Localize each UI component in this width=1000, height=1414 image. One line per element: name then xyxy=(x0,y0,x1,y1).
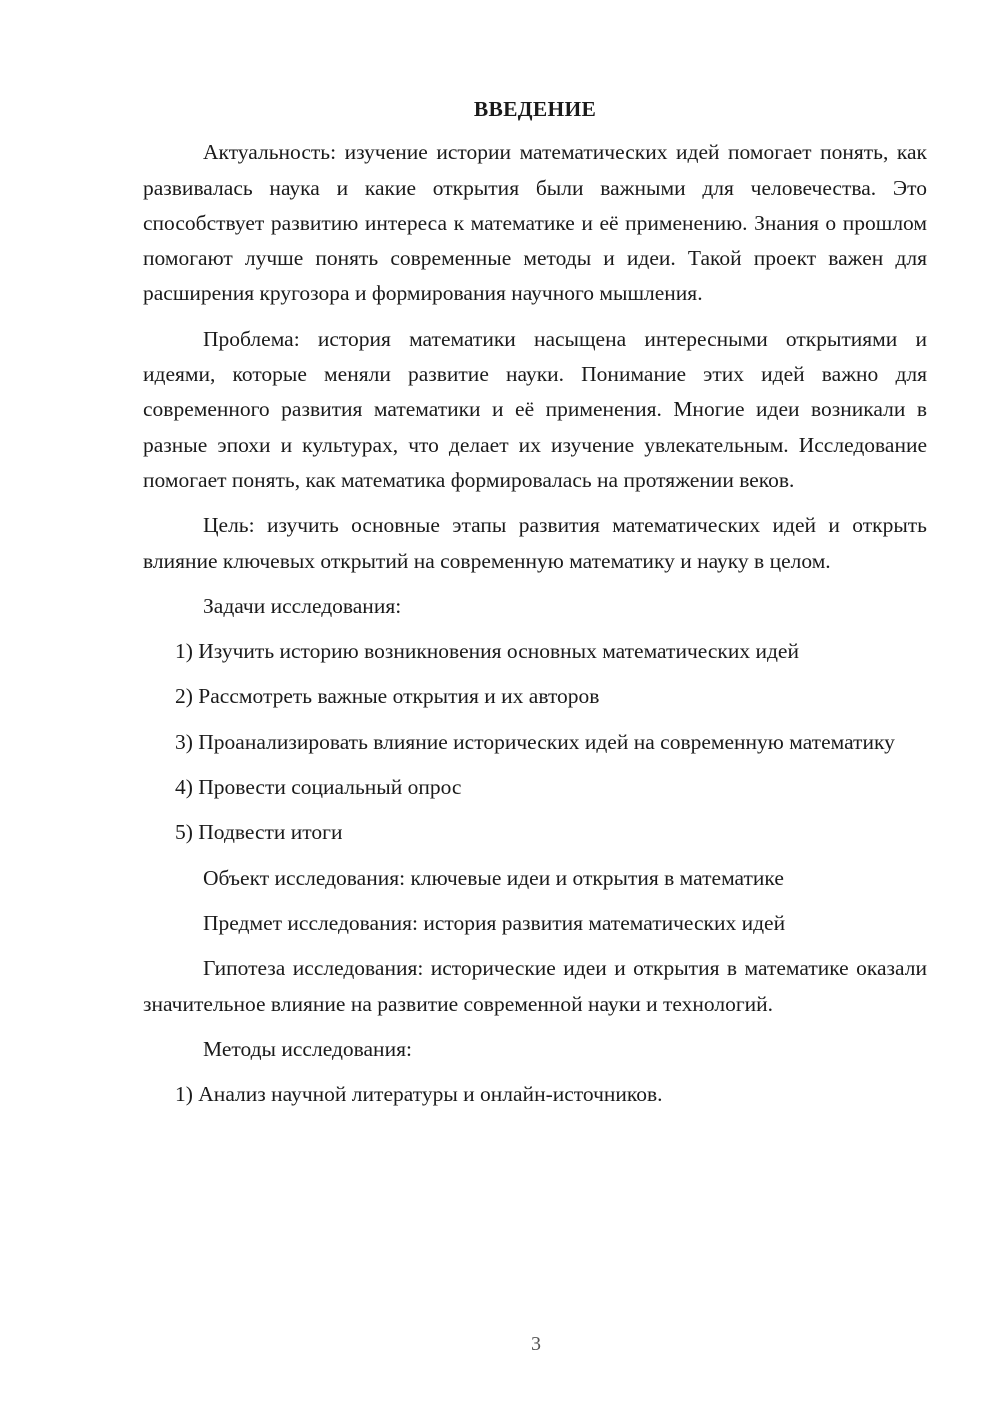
task-item: 3) Проанализировать влияние исторических идей на современную математику xyxy=(175,729,895,754)
subject-line: Предмет исследования: история развития математических идей xyxy=(203,910,786,935)
problem-paragraph: Проблема: история математики насыщена интересными открытиями и идеями, которые меняли развитие науки. Понимание этих идей важно для современного развития математики и её применения. Многие идеи возникали в разные эпохи и культурах, что делает их изучение увлекательным. Исследование помогает понять, как математика формировалась на протяжении веков. xyxy=(143,326,927,492)
tasks-heading: Задачи исследования: xyxy=(203,593,402,618)
task-item: 5) Подвести итоги xyxy=(175,820,343,845)
goal-paragraph: Цель: изучить основные этапы развития математических идей и открыть влияние ключевых открытий на современную математику и науку в целом. xyxy=(143,513,927,573)
section-title: ВВЕДЕНИЕ xyxy=(473,97,597,121)
methods-heading: Методы исследования: xyxy=(203,1036,412,1061)
hypothesis-paragraph: Гипотеза исследования: исторические идеи и открытия в математике оказали значительное влияние на развитие современной науки и технологий. xyxy=(143,956,927,1016)
object-line: Объект исследования: ключевые идеи и открытия в математике xyxy=(203,865,784,890)
relevance-paragraph: Актуальность: изучение истории математических идей помогает понять, как развивалась наука и какие открытия были важными для человечества. Это способствует развитию интереса к математике и её применению. Знания о прошлом помогают лучше понять современные методы и идеи. Такой проект важен для расширения кругозора и формирования научного мышления. xyxy=(143,140,927,306)
task-item: 1) Изучить историю возникновения основных математических идей xyxy=(175,639,799,664)
task-item: 2) Рассмотреть важные открытия и их авторов xyxy=(175,684,600,709)
page-number: 3 xyxy=(531,1333,541,1355)
document-page xyxy=(143,92,927,1122)
task-item: 4) Провести социальный опрос xyxy=(175,775,462,800)
method-item: 1) Анализ научной литературы и онлайн-источников. xyxy=(175,1082,663,1107)
